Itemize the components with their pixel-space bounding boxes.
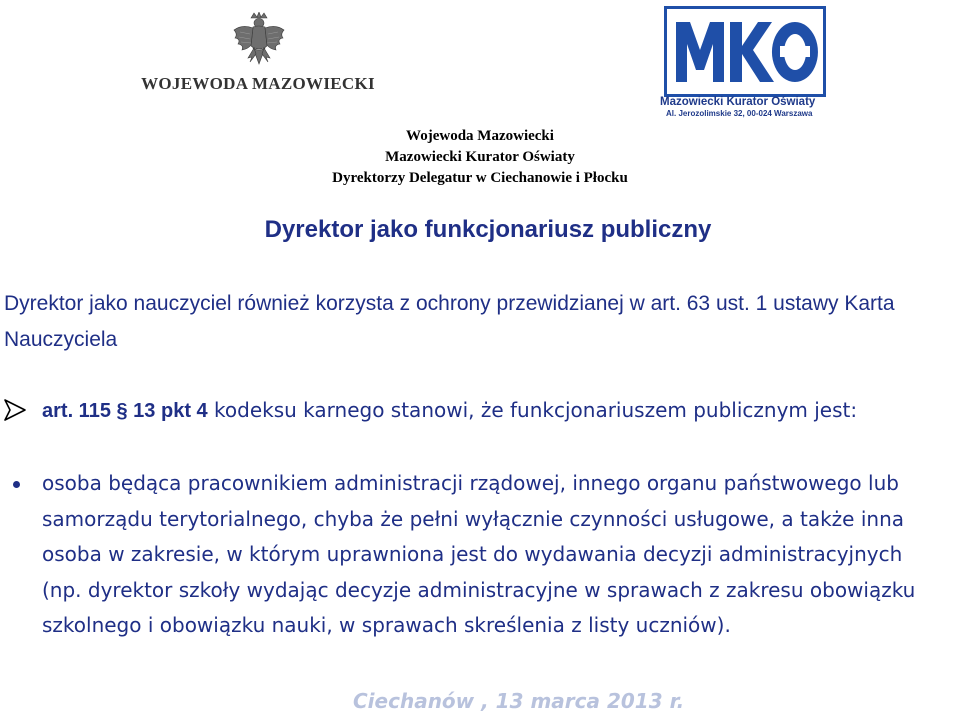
footer-date: Ciechanów , 13 marca 2013 r. [353,689,685,713]
header-line-delegatury: Dyrektorzy Delegatur w Ciechanowie i Płocku [332,170,628,186]
header-line-kurator: Mazowiecki Kurator Oświaty [385,149,575,165]
round-bullet-icon [13,481,20,488]
wojewoda-logo-text: WOJEWODA MAZOWIECKI [141,74,375,93]
polish-eagle-icon [232,12,286,74]
article-text: kodeksu karnego stanowi, że funkcjonariuszem publicznym jest: [207,398,858,422]
article-reference: art. 115 § 13 pkt 4 [42,400,208,422]
arrowhead-bullet-icon [2,397,28,423]
mko-logo [664,6,826,97]
intro-paragraph: Dyrektor jako nauczyciel również korzysta z ochrony przewidzianej w art. 63 ust. 1 ustawy Karta Nauczyciela [4,292,895,351]
header-line-wojewoda: Wojewoda Mazowiecki [406,128,554,144]
article-item [42,393,942,429]
page-title: Dyrektor jako funkcjonariusz publiczny [264,216,712,243]
mko-name: Mazowiecki Kurator Oświaty [660,96,816,108]
definition-item: osoba będąca pracownikiem administracji rządowej, innego organu państwowego lub samorządu terytorialnego, chyba że pełni wyłącznie czynności usługowe, a także inna osoba w zakresie, w którym uprawniona jest do wydawania decyzji administracyjnych (np. dyrektor szkoły wydając decyzje administracyjne w sprawach z zakresu obowiązku szkolnego i obowiązku nauki, w sprawach skreślenia z listy uczniów). [42,471,916,637]
mko-address: Al. Jerozolimskie 32, 00-024 Warszawa [666,109,813,118]
